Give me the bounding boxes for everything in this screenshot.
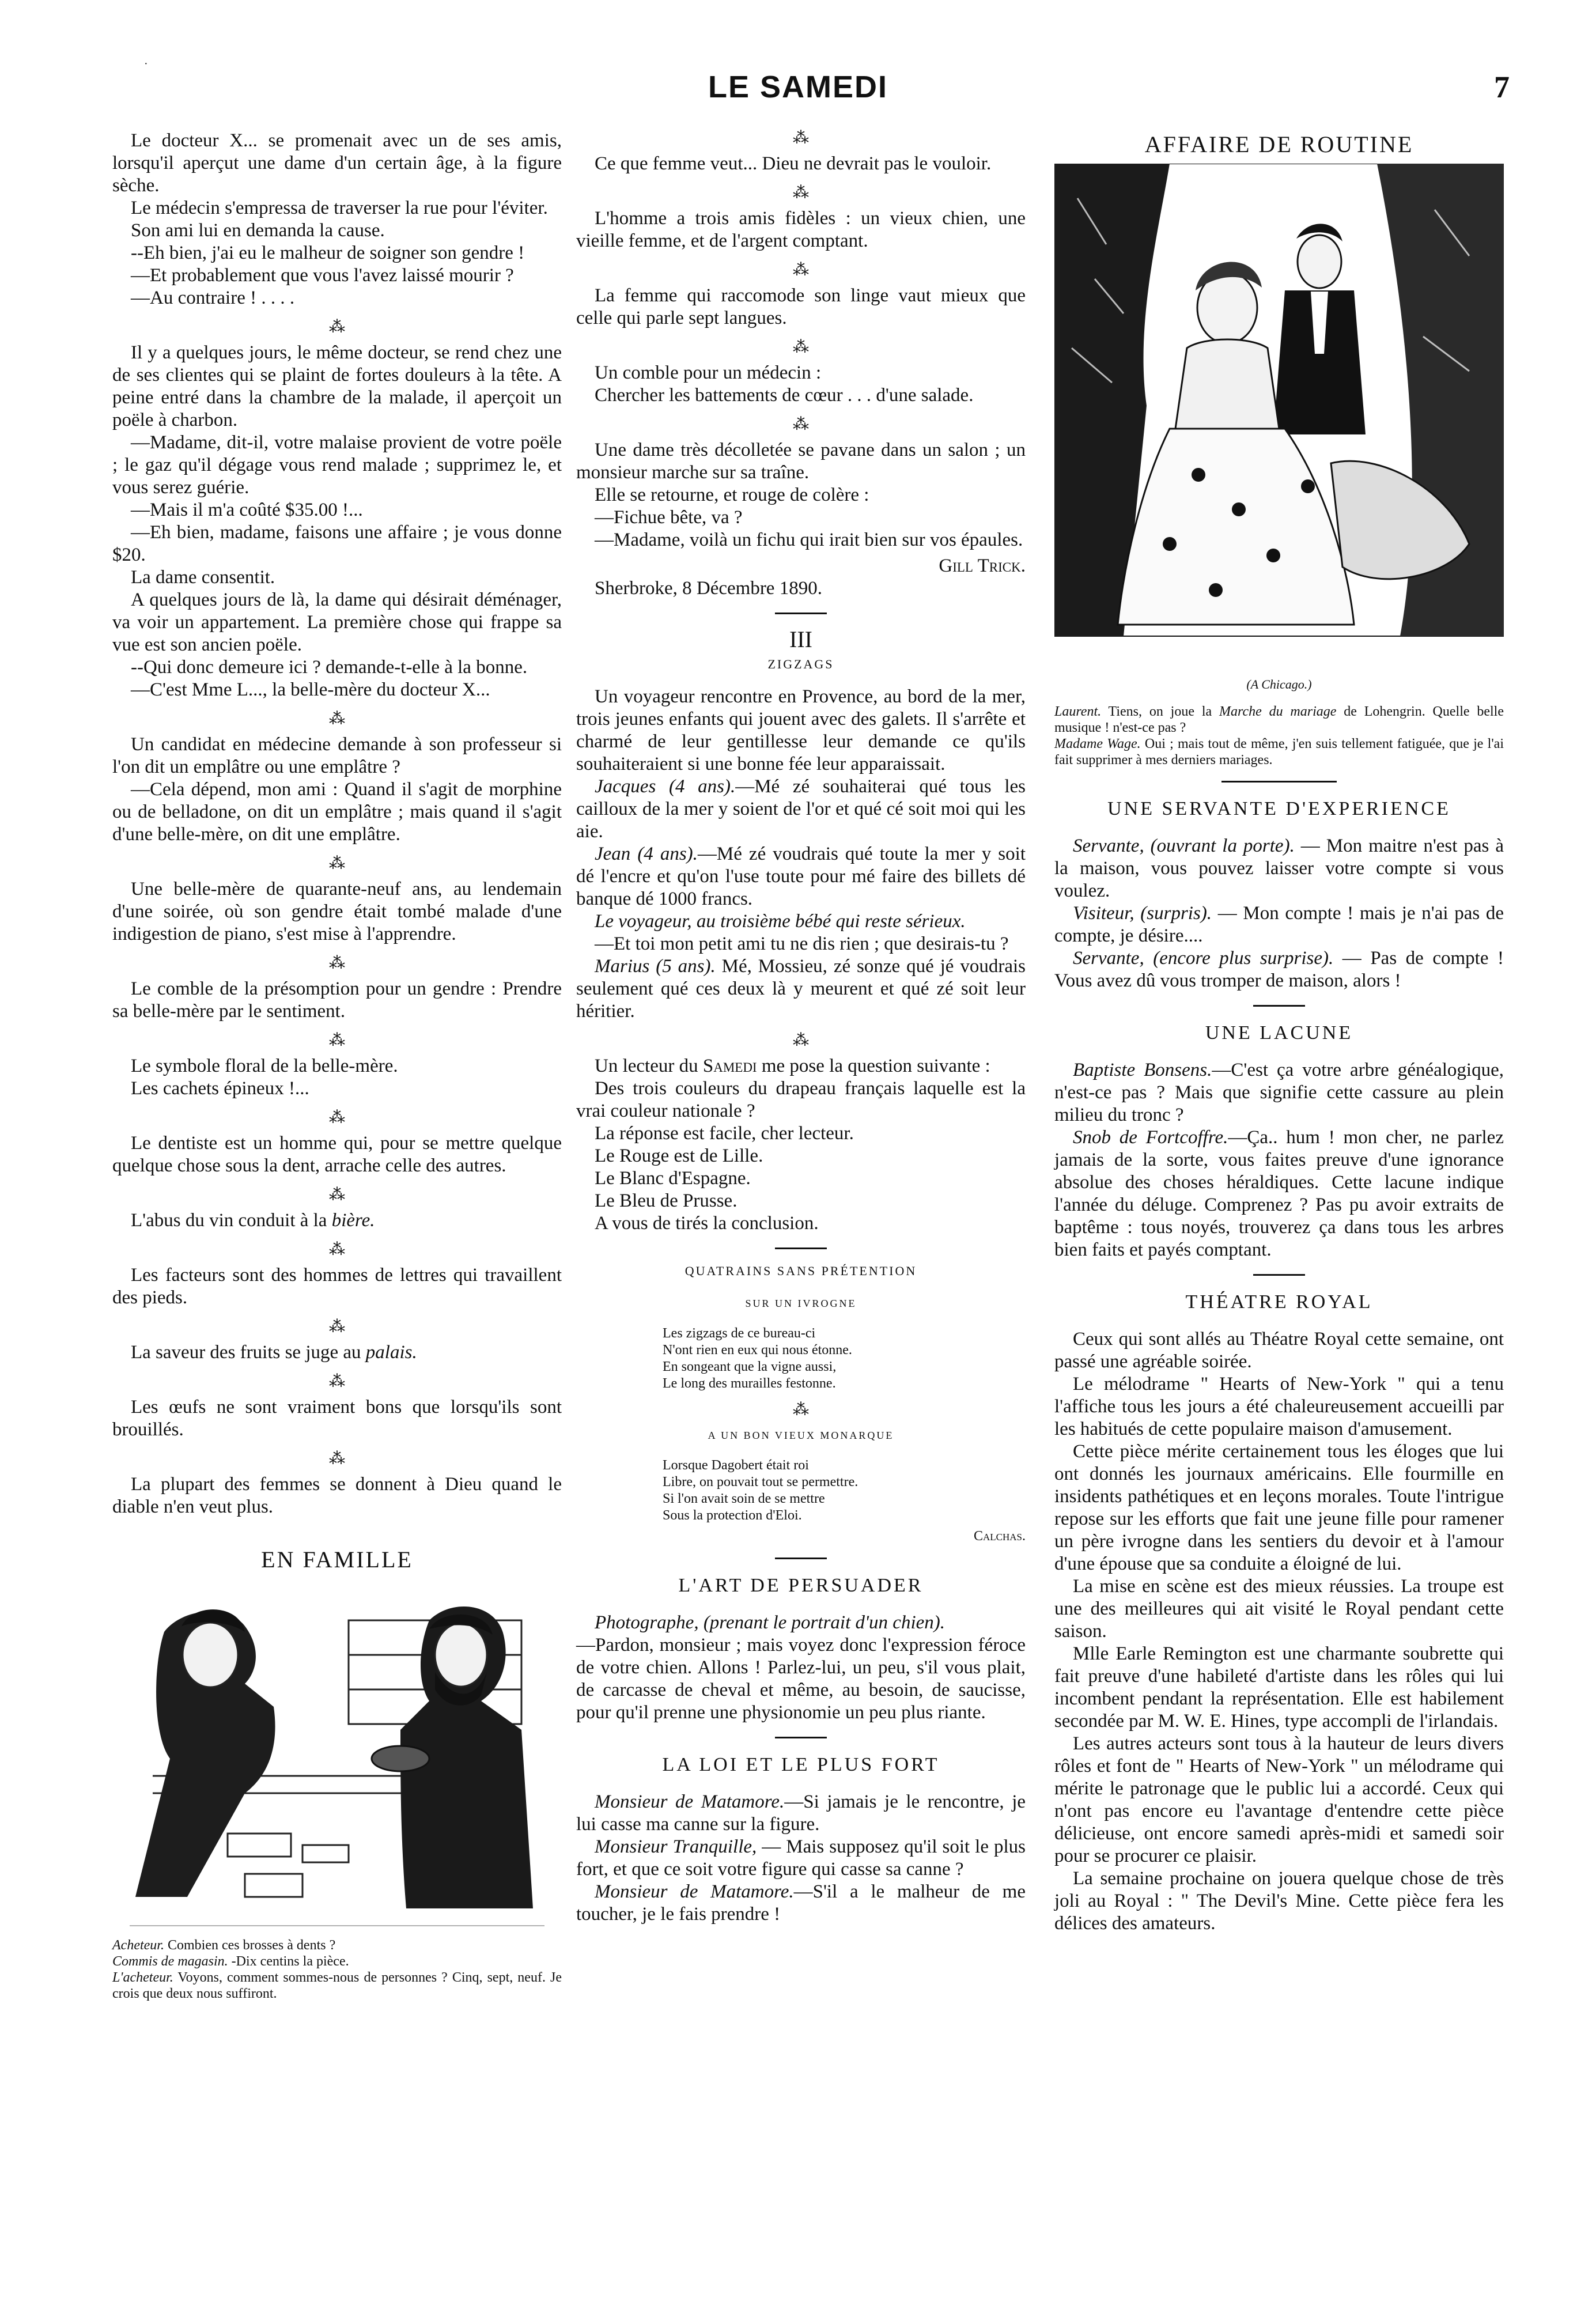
paragraph: Snob de Fortcoffre.—Ça.. hum ! mon cher, ne parlez jamais de la sorte, vous faites preuve d'une ignorance absolue des choses héraldiques. Cette lacune indique l'année du déluge. Comprenez ? Pas pu avoir extraits de baptême : tous noyés, trouverez ça dans tous les arbres bien faits et payés comptant. — [1054, 1127, 1504, 1260]
section-title-en-famille: EN FAMILLE — [261, 1547, 413, 1572]
paragraph: Jacques (4 ans).—Mé zé souhaiterai qué tous les cailloux de la mer y soient de l'or et qué cé soit moi qui les aie. — [576, 776, 1026, 842]
signature: Gill Trick. — [939, 555, 1026, 576]
paragraph: —Pardon, monsieur ; mais voyez donc l'expression féroce de votre chien. Allons ! Parlez-lui, un peu, s'il vous plait, de carcasse de cheval et même, au besoin, de saucisse, pour qu'il prenne une physionomie un peu plus riante. — [576, 1635, 1026, 1723]
page-number: 7 — [1494, 70, 1510, 104]
paragraph: —Madame, voilà un fichu qui irait bien sur vos épaules. — [595, 530, 1023, 550]
paragraph: Servante, (encore plus surprise). — Pas de compte ! Vous avez dû vous tromper de maison, alors ! — [1054, 948, 1504, 991]
divider — [775, 613, 827, 614]
column-2 — [576, 130, 1026, 1926]
paragraph: La semaine prochaine on jouera quelque chose de très joli au Royal : " The Devil's Mine. Cette pièce fera les délices des amateurs. — [1054, 1868, 1504, 1934]
asterism-divider: ⁂ — [329, 710, 345, 728]
asterism-divider: ⁂ — [329, 1318, 345, 1336]
paragraph: Le mélodrame " Hearts of New-York " qui a tenu l'affiche tous les jours a été chaleureusement accueilli par les habitués de cette populaire maison d'amusement. — [1054, 1374, 1504, 1439]
asterism-divider: ⁂ — [793, 261, 809, 279]
section-subtitle: ZIGZAGS — [767, 657, 834, 671]
asterism-divider: ⁂ — [329, 1186, 345, 1204]
section-title-lacune: UNE LACUNE — [1205, 1022, 1353, 1044]
asterism-divider: ⁂ — [793, 129, 809, 147]
paragraph: Baptiste Bonsens.—C'est ça votre arbre généalogique, n'est-ce pas ? Mais que signifie cette cassure au plein milieu du tronc ? — [1054, 1060, 1504, 1125]
paragraph: Mlle Earle Remington est une charmante soubrette qui fait preuve d'une habileté d'artiste dans les rôles qui lui incombent pendant la représentation. Elle est habilement secondée par M. W. E. Hines, type accompli de l'irlandais. — [1054, 1643, 1504, 1732]
verse: Sous la protection d'Eloi. — [663, 1508, 802, 1523]
paragraph: L'abus du vin conduit à la bière. — [131, 1210, 375, 1231]
paragraph: Une dame très décolletée se pavane dans un salon ; un monsieur marche sur sa traîne. — [576, 440, 1026, 483]
paragraph: —Madame, dit-il, votre malaise provient de votre poële ; le gaz qu'il dégage vous rend malade ; supprimez le, et vous serez guérie. — [112, 432, 562, 498]
paragraph: Un candidat en médecine demande à son professeur si l'on dit un emplâtre ou une emplâtre ? — [112, 734, 562, 777]
paragraph: Monsieur de Matamore.—Si jamais je le rencontre, je lui casse ma canne sur la figure. — [576, 1791, 1026, 1835]
ballroom-illustration — [1054, 164, 1504, 671]
asterism-divider: ⁂ — [329, 1241, 345, 1258]
paragraph: Il y a quelques jours, le même docteur, se rend chez une de ses clientes qui se plaint de fortes douleurs à la tête. A peine entré dans la chambre de la malade, il aperçoit un poële à charbon. — [112, 342, 562, 430]
poem — [663, 1457, 1026, 1524]
caption-line: L'acheteur. Voyons, comment sommes-nous de personnes ? Cinq, sept, neuf. Je crois que deux nous suffiront. — [112, 1970, 562, 2001]
paragraph: Jean (4 ans).—Mé zé voudrais qué toute la mer y soit dé l'encre et qu'on l'use toute pour mé faire des billets dé banque dé 1000 francs. — [576, 844, 1026, 909]
dialogue-caption — [1054, 704, 1504, 768]
divider — [775, 1558, 827, 1559]
section-title-loi: LA LOI ET LE PLUS FORT — [662, 1754, 940, 1775]
signature: Calchas. — [973, 1529, 1026, 1544]
paragraph: Le symbole floral de la belle-mère. — [131, 1056, 398, 1076]
divider — [1253, 1274, 1305, 1276]
paragraph: Son ami lui en demanda la cause. — [131, 220, 385, 241]
paragraph: —Et probablement que vous l'avez laissé mourir ? — [131, 265, 514, 286]
paragraph: Monsieur de Matamore.—S'il a le malheur de me toucher, je le fais prendre ! — [576, 1881, 1026, 1925]
asterism-divider: ⁂ — [329, 1373, 345, 1390]
paragraph: Chercher les battements de cœur . . . d'une salade. — [595, 385, 974, 406]
paragraph: —Mais il m'a coûté $35.00 !... — [131, 500, 363, 520]
paragraph: L'homme a trois amis fidèles : un vieux chien, une vieille femme, et de l'argent comptant. — [576, 208, 1026, 251]
paragraph: Elle se retourne, et rouge de colère : — [595, 485, 869, 505]
poems-title: QUATRAINS SANS PRÉTENTION — [684, 1264, 917, 1278]
paragraph: Un comble pour un médecin : — [595, 362, 822, 383]
asterism-divider: ⁂ — [793, 338, 809, 356]
paragraph: Le dentiste est un homme qui, pour se mettre quelque quelque chose sous la dent, arrache celle des autres. — [112, 1133, 562, 1176]
caption-line: Madame Wage. Oui ; mais tout de même, j'en suis tellement fatiguée, que je l'ai fait supprimer à mes derniers mariages. — [1054, 736, 1504, 768]
paragraph: —Au contraire ! . . . . — [131, 288, 295, 308]
paragraph: —Et toi mon petit ami tu ne dis rien ; que desirais-tu ? — [595, 933, 1009, 954]
asterism-divider: ⁂ — [793, 1401, 809, 1419]
paragraph: Le comble de la présomption pour un gendre : Prendre sa belle-mère par le sentiment. — [112, 978, 562, 1022]
asterism-divider: ⁂ — [329, 1109, 345, 1127]
paragraph: Des trois couleurs du drapeau français laquelle est la vrai couleur nationale ? — [576, 1078, 1026, 1121]
paragraph: Les cachets épineux !... — [131, 1078, 309, 1099]
divider — [1253, 1005, 1305, 1007]
section-title-theatre: THÉATRE ROYAL — [1185, 1291, 1373, 1313]
column-3 — [1054, 130, 1504, 1935]
verse: Si l'on avait soin de se mettre — [663, 1491, 825, 1506]
poem — [663, 1325, 1026, 1392]
paragraph: La dame consentit. — [131, 567, 275, 588]
paragraph: Une belle-mère de quarante-neuf ans, au lendemain d'une soirée, où son gendre était tombé malade d'une indigestion de piano, s'est mise à l'apprendre. — [112, 879, 562, 944]
section-title-persuader: L'ART DE PERSUADER — [678, 1575, 924, 1596]
paragraph: Un lecteur du Samedi me pose la question suivante : — [595, 1056, 990, 1076]
shop-illustration — [130, 1586, 544, 1931]
paragraph: A vous de tirés la conclusion. — [595, 1213, 819, 1234]
paragraph: La mise en scène est des mieux réussies. La troupe est une des meilleures qui ait visité le Royal pendant cette saison. — [1054, 1576, 1504, 1642]
section-title-routine: AFFAIRE DE ROUTINE — [1144, 131, 1414, 157]
illustration-caption: (A Chicago.) — [1246, 677, 1312, 691]
verse: Les zigzags de ce bureau-ci — [663, 1326, 816, 1341]
paragraph: Le Rouge est de Lille. — [595, 1146, 763, 1166]
paragraph: Monsieur Tranquille, — Mais supposez qu'il soit le plus fort, et que ce soit votre figure qui casse sa canne ? — [576, 1836, 1026, 1880]
verse: N'ont rien en eux qui nous étonne. — [663, 1343, 852, 1358]
asterism-divider: ⁂ — [793, 415, 809, 433]
section-number: III — [789, 626, 812, 652]
paragraph: Le voyageur, au troisième bébé qui reste sérieux. — [595, 911, 966, 932]
paragraph: Les autres acteurs sont tous à la hauteur de leurs divers rôles et font de " Hearts of New-York " un mélodrame qui mérite le patronage que le public lui a accordé. Ceux qui n'ont pas encore eu l'avantage d'entendre cette pièce délicieuse, ont encore samedi après-midi et samedi soir pour se procurer ce plaisir. — [1054, 1733, 1504, 1866]
caption-line: Commis de magasin. -Dix centins la pièce. — [112, 1954, 349, 1969]
paragraph: La réponse est facile, cher lecteur. — [595, 1123, 854, 1144]
paragraph: Marius (5 ans). Mé, Mossieu, zé sonze qué jé voudrais seulement qué ces deux là y meurent et qué zé soit leur héritier. — [576, 956, 1026, 1022]
paragraph: Le docteur X... se promenait avec un de ses amis, lorsqu'il aperçut une dame d'un certain âge, à la figure sèche. — [112, 130, 562, 196]
asterism-divider: ⁂ — [793, 184, 809, 202]
asterism-divider: ⁂ — [793, 1031, 809, 1049]
masthead: LE SAMEDI — [708, 70, 888, 104]
paragraph: Le Bleu de Prusse. — [595, 1190, 738, 1211]
asterism-divider: ⁂ — [329, 855, 345, 872]
column-1 — [112, 130, 562, 2002]
paragraph: Ceux qui sont allés au Théatre Royal cette semaine, ont passé une agréable soirée. — [1054, 1329, 1504, 1372]
paragraph: --Eh bien, j'ai eu le malheur de soigner son gendre ! — [131, 243, 525, 263]
paragraph: —Eh bien, madame, faisons une affaire ; je vous donne $20. — [112, 522, 562, 565]
paragraph: --Qui donc demeure ici ? demande-t-elle à la bonne. — [131, 657, 528, 678]
asterism-divider: ⁂ — [329, 954, 345, 972]
asterism-divider: ⁂ — [329, 1031, 345, 1049]
paragraph: La plupart des femmes se donnent à Dieu quand le diable n'en veut plus. — [112, 1474, 562, 1517]
paragraph: La saveur des fruits se juge au palais. — [131, 1342, 417, 1363]
divider — [775, 1248, 827, 1249]
paragraph: Photographe, (prenant le portrait d'un chien). — [595, 1612, 946, 1633]
caption-line: Laurent. Tiens, on joue la Marche du mariage de Lohengrin. Quelle belle musique ! n'est-ce pas ? — [1054, 704, 1504, 735]
paragraph: —Fichue bête, va ? — [595, 507, 743, 528]
poem-title: SUR UN IVROGNE — [745, 1298, 857, 1309]
paragraph: Un voyageur rencontre en Provence, au bord de la mer, trois jeunes enfants qui jouent avec des galets. Il s'arrête et charmé de leur gentillesse leur demande ce qu'ils souhaiteraient si une bonne fée leur apparaissait. — [576, 686, 1026, 774]
illustration-caption — [112, 1937, 562, 2002]
section-title-servante: UNE SERVANTE D'EXPERIENCE — [1107, 798, 1451, 819]
paragraph: —C'est Mme L..., la belle-mère du docteur X... — [131, 679, 490, 700]
paragraph: Le médecin s'empressa de traverser la rue pour l'éviter. — [131, 198, 548, 218]
verse: Le long des murailles festonne. — [663, 1376, 836, 1391]
divider — [775, 1737, 827, 1738]
paragraph: Cette pièce mérite certainement tous les éloges que lui ont donnés les journaux américains. Elle fourmille en insidents pathétiques et en leçons morales. Toute l'intrigue repose sur les efforts que fait une jeune fille pour ramener un père ivrogne dans les sentiers du devoir et à l'amour d'une épouse que sa conduite a éloigné de lui. — [1054, 1441, 1504, 1574]
corner-mark: · — [144, 58, 148, 70]
verse: En songeant que la vigne aussi, — [663, 1359, 837, 1374]
paragraph: Le Blanc d'Espagne. — [595, 1168, 751, 1189]
divider — [1221, 781, 1337, 783]
paragraph: A quelques jours de là, la dame qui désirait déménager, va voir un appartement. La première chose qui frappe sa vue est son ancien poële. — [112, 589, 562, 655]
paragraph: Les facteurs sont des hommes de lettres qui travaillent des pieds. — [112, 1265, 562, 1308]
paragraph: Visiteur, (surpris). — Mon compte ! mais je n'ai pas de compte, je désire.... — [1054, 903, 1504, 946]
asterism-divider: ⁂ — [329, 1450, 345, 1468]
paragraph: Ce que femme veut... Dieu ne devrait pas le vouloir. — [595, 153, 992, 174]
dateline: Sherbroke, 8 Décembre 1890. — [595, 578, 822, 599]
asterism-divider: ⁂ — [329, 318, 345, 336]
paragraph: —Cela dépend, mon ami : Quand il s'agit de morphine ou de belladone, on dit un emplâtre ; mais quand il s'agit d'une belle-mère, on dit une emplâtre. — [112, 779, 562, 845]
verse: Libre, on pouvait tout se permettre. — [663, 1475, 858, 1490]
verse: Lorsque Dagobert était roi — [663, 1458, 809, 1473]
caption-line: Acheteur. Combien ces brosses à dents ? — [112, 1938, 336, 1953]
poem-title: A UN BON VIEUX MONARQUE — [708, 1430, 894, 1441]
paragraph: Les œufs ne sont vraiment bons que lorsqu'ils sont brouillés. — [112, 1397, 562, 1440]
paragraph: La femme qui raccomode son linge vaut mieux que celle qui parle sept langues. — [576, 285, 1026, 328]
paragraph: Servante, (ouvrant la porte). — Mon maitre n'est pas à la maison, vous pouvez laisser votre compte si vous voulez. — [1054, 836, 1504, 901]
